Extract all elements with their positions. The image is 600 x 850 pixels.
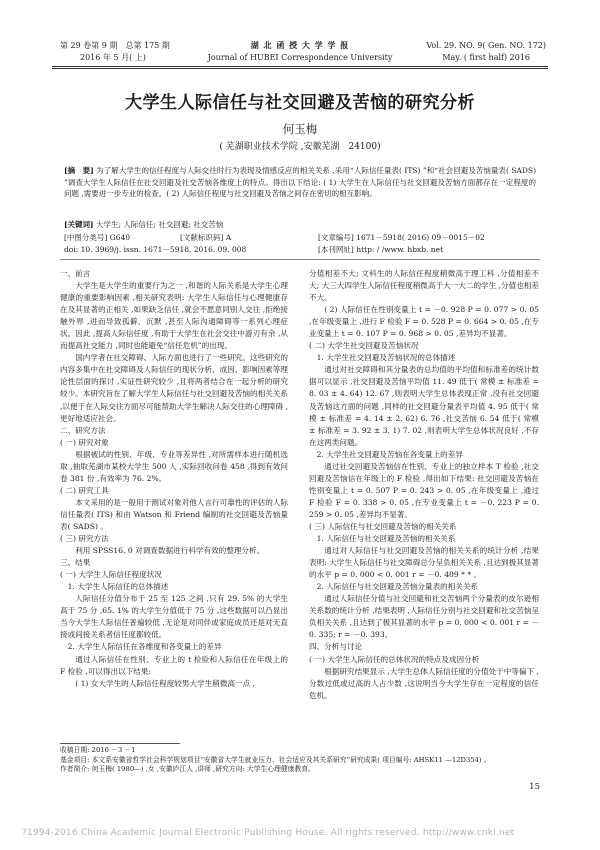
section-heading: 一、前言 xyxy=(60,269,91,278)
subsection-heading: 1. 大学生社交回避及苦恼状况的总体描述 xyxy=(316,353,456,363)
section-heading: 三、结果 xyxy=(60,558,91,568)
footnote-fund: 基金项目: 本文系安徽省哲学社会科学规划项目“安徽省大学生就业压力、社会适应及其关系研究”研究成果( 项目编号: AHSK11 —12D354) 。 xyxy=(60,755,491,764)
body-paragraph: 大学生是大学生的重要行为之一 ,和谐的人际关系是大学生心理健康的重要影响因素 ,相关研究表明: 大学生人际信任与心理健康存在及其显著的正相关 ,如果缺乏信任 ,就会不愿意同别人交往 ,拒绝接触外界 ,进而导致孤僻、沉默 ,甚至人际沟通障碍等一系列心理症状。因此 ,提高人际信任度 ,有助于大学生在社会交往中游刃有余 ,从而提高社交能力 ,同时也能避免“信任危机”的出现。 xyxy=(60,281,288,351)
subsection-heading: 2. 人际信任与社交回避及苦恼分量表的相关关系 xyxy=(316,582,479,592)
subsection-heading: 2. 大学生人际信任在各维度和各变量上的差异 xyxy=(67,642,222,652)
body-paragraph: 本文采用的是一般用于测试对象对他人言行可靠性的评估的人际信任量表( ITS) 和由 Watson 和 Friend 编制的社交回避及苦恼量表( SADS) 。 xyxy=(60,497,288,531)
paper-affiliation: ( 芜湖职业技术学院 ,安徽芜湖 24100) xyxy=(219,142,381,152)
body-paragraph: 分值相差不大; 文科生的人际信任程度稍微高于理工科 ,分值相差不大; 大三大四学生人际信任程度稍微高于大一大二的学生 ,分值也相差不大。 xyxy=(309,269,540,303)
abstract-text: 为了解大学生的信任程度与人际交往时行为表现及情感反应的相关关系 ,采用“人际信任量表( ITS) ”和“社会回避及苦恼量表( SADS) ”调查大学生人际信任在社交回避及社交苦恼各维度上的特点。得出以下结论: ( 1) 大学生在人际信任与社交回避及苦恼方面都存在一定程度的问题 ,需要进一步专业的检查。( 2) 人际信任程度与社交回避及苦恼之间存在密切的相互影响。 xyxy=(64,166,536,199)
doi: doi: 10. 3969/j. issn. 1671－5918. 2016. 09. 008 xyxy=(64,245,247,254)
body-paragraph: ( 1) 女大学生的人际信任程度较男大学生稍微高一点 , xyxy=(75,678,256,688)
footnote-received: 收稿日期: 2016 －3 －1 xyxy=(60,746,136,754)
header-volume: 第 29 卷第 9 期 总第 175 期 xyxy=(60,41,170,50)
section-heading: ( 二) 大学生社交回避及苦恼状况 xyxy=(309,341,419,351)
body-paragraph: 通过对社交障碍和其分量表的总均值的平均值和标准差的统计数据可以显示 ,社交回避及苦恼平均值 11. 49 低于( 常模 ± 标准差 = 8. 03 ± 4. 64) 12. 67 ,则表明大学生总体表现正常 ,没有社交回避及苦恼这方面的问题 ,同样的社交回避分量表平均值 4. 95 低于( 常模 ± 标准差 = 4. 14 ± 2. 62) 6. 76 ,社交苦恼 6. 54 低于( 常模 ± 标准差 = 3. 92 ± 3. 1) 7. 02 ,则表明大学生总体状况良好 ,不存在这两类问题。 xyxy=(309,365,539,447)
header-rule xyxy=(52,66,548,67)
keywords-label: [关键词] xyxy=(64,220,94,229)
keywords xyxy=(64,219,536,231)
body-paragraph: 国内学者在社交障碍、人际方面也进行了一些研究。这些研究的内容多集中在社交障碍及人际信任的现状分析、成因、影响因素等理论性层面的探讨 ,实证性研究较少 ,且将两者结合在一起分析的研究较少。本研究旨在了解大学生人际信任与社交回避及苦恼的相关关系 ,以便于在人际交往方面尽可能帮助大学生解决人际交往的心理障碍 ,更好地适应社会。 xyxy=(60,353,288,423)
body-paragraph: 通过对人际信任与社交回避及苦恼的相关关系的统计分析 ,结果表明: 大学生人际信任与社交障碍总分呈负相关关系 ,且达到极其显著的水平 p = 0. 000 < 0. 001 r = －0. 409 * * 。 xyxy=(309,546,540,580)
copyright-watermark: ?1994-2016 China Academic Journal Electronic Publishing House. All rights reserved. http://www.cnki.net xyxy=(22,828,515,838)
body-paragraph: 通过人际信任分值与社交回避和社交苦恼两个分量表的皮尔逊相关系数的统计分析 ,结果表明 ,人际信任分别与社交回避和社交苦恼呈负相关关系 ,且达到了极其显著的水平 p = 0. 000 < 0. 001 r = －0. 335; r = －0. 393。 xyxy=(309,594,539,640)
classification: [中图分类号] G640 xyxy=(64,233,131,242)
meta-rule xyxy=(60,259,540,260)
section-heading: 二、研究方法 xyxy=(60,425,106,435)
abstract xyxy=(64,165,536,200)
header-vol-en: Vol. 29. NO. 9( Gen. NO. 172) xyxy=(426,41,546,50)
section-heading: ( 三) 人际信任与社交回避及苦恼的相关关系 xyxy=(309,521,457,531)
body-paragraph: ( 2) 人际信任在性别变量上 t = －0. 928 P = 0. 077 > 0. 05 ,在年级变量上 ,进行 F 检验 F = 0. 528 P = 0. 664 > 0. 05 ,在专业变量上 t = 0. 107 P = 0. 968 > 0. 05 ,差异均不显著。 xyxy=(309,305,539,339)
paper-author: 何玉梅 xyxy=(282,122,318,136)
section-heading: ( 一) 大学生人际信任程度状况 xyxy=(60,570,162,580)
body-paragraph: 根据研究结果显示 ,大学生总体人际信任度的分值处于中等偏下 ,分数过低或过高的人占少数 ,这说明当今大学生存在一定程度的信任危机。 xyxy=(309,666,539,700)
page-number: 15 xyxy=(529,782,540,792)
left-column xyxy=(60,268,288,690)
article-number: [文章编号] 1671－5918( 2016) 09－0015－02 xyxy=(318,233,485,242)
section-heading: ( 三) 研究方法 xyxy=(60,534,109,544)
header-date: 2016 年 5 月( 上) xyxy=(80,53,146,62)
document-code: [文献标识码] A xyxy=(180,233,232,242)
subsection-heading: 1. 大学生人际信任的总体描述 xyxy=(67,582,169,592)
body-paragraph: 利用 SPSS16. 0 对调查数据进行科学有效的整理分析。 xyxy=(75,546,265,556)
paper-title: 大学生人际信任与社交回避及苦恼的研究分析 xyxy=(125,93,475,113)
section-heading: ( 一) 大学生人际信任的总体状况的特点及成因分析 xyxy=(309,654,480,664)
subsection-heading: 2. 大学生社交回避及苦恼在各变量上的差异 xyxy=(316,449,463,459)
footnote-author-info: 作者简介: 何玉梅( 1980—) ,女 ,安徽庐江人 ,讲师 ,研究方向: 大学生心理健康教育。 xyxy=(60,765,315,774)
body-paragraph: 人际信任分值分布于 25 至 125 之间 ,只有 29. 5% 的大学生高于 75 分 ,65. 1% 的大学生分值低于 75 分 ,这些数据可以凸显出当今大学生人际信任普遍较低 ,无论是对同伴或家庭成员还是对无直接或间接关系者信任度都较低。 xyxy=(60,594,288,640)
body-paragraph: 通过社交回避及苦恼信在性别、专业上的独立样本 T 检验 ,社交回避及苦恼信在年级上的 F 检验 ,得出如下结果: 社交回避及苦恼在性别变量上 t = 0. 507 P = 0. 243 > 0. 05 ,在年级变量上 ,通过 F 检验 F = 0. 338 > 0. 05 ,在专业变量上 t = －0. 223 P = 0. 259 > 0. 05 ,差异均不显著。 xyxy=(309,461,539,519)
right-column xyxy=(309,268,539,702)
footnote xyxy=(60,746,540,775)
header-journal-cn: 湖 北 函 授 大 学 学 报 xyxy=(250,41,350,50)
abstract-label: [摘 要] xyxy=(64,166,94,175)
footnote-rule xyxy=(60,743,180,744)
header-date-en: May. ( first half) 2016 xyxy=(442,53,530,62)
keywords-text: 大学生; 人际信任; 社交回避; 社交苦恼 xyxy=(96,220,224,229)
body-paragraph: 根据被试的性别、年级、专业等差异性 ,对所需样本进行随机选取 ,抽取芜湖市某校大学生 500 人 ,实际回收问卷 458 ,得到有效问卷 381 份 ,有效率为 76. 2%。 xyxy=(60,449,288,483)
section-heading: ( 二) 研究工具 xyxy=(60,485,109,495)
journal-url: [本刊网址] http: / /www. hbxb. net xyxy=(318,245,444,254)
header-rule-thin xyxy=(52,68,548,69)
header-journal-en: Journal of HUBEI Correspondence University xyxy=(207,53,393,62)
section-heading: 四、分析与讨论 xyxy=(309,642,363,652)
subsection-heading: 1. 人际信任与社交回避及苦恼的相关关系 xyxy=(316,534,456,544)
body-paragraph: 通过人际信任在性别、专业上的 t 检验和人际信任在年级上的 F 检验 ,可以得出以下结果: xyxy=(60,654,288,676)
section-heading: ( 一) 研究对象 xyxy=(60,437,109,447)
